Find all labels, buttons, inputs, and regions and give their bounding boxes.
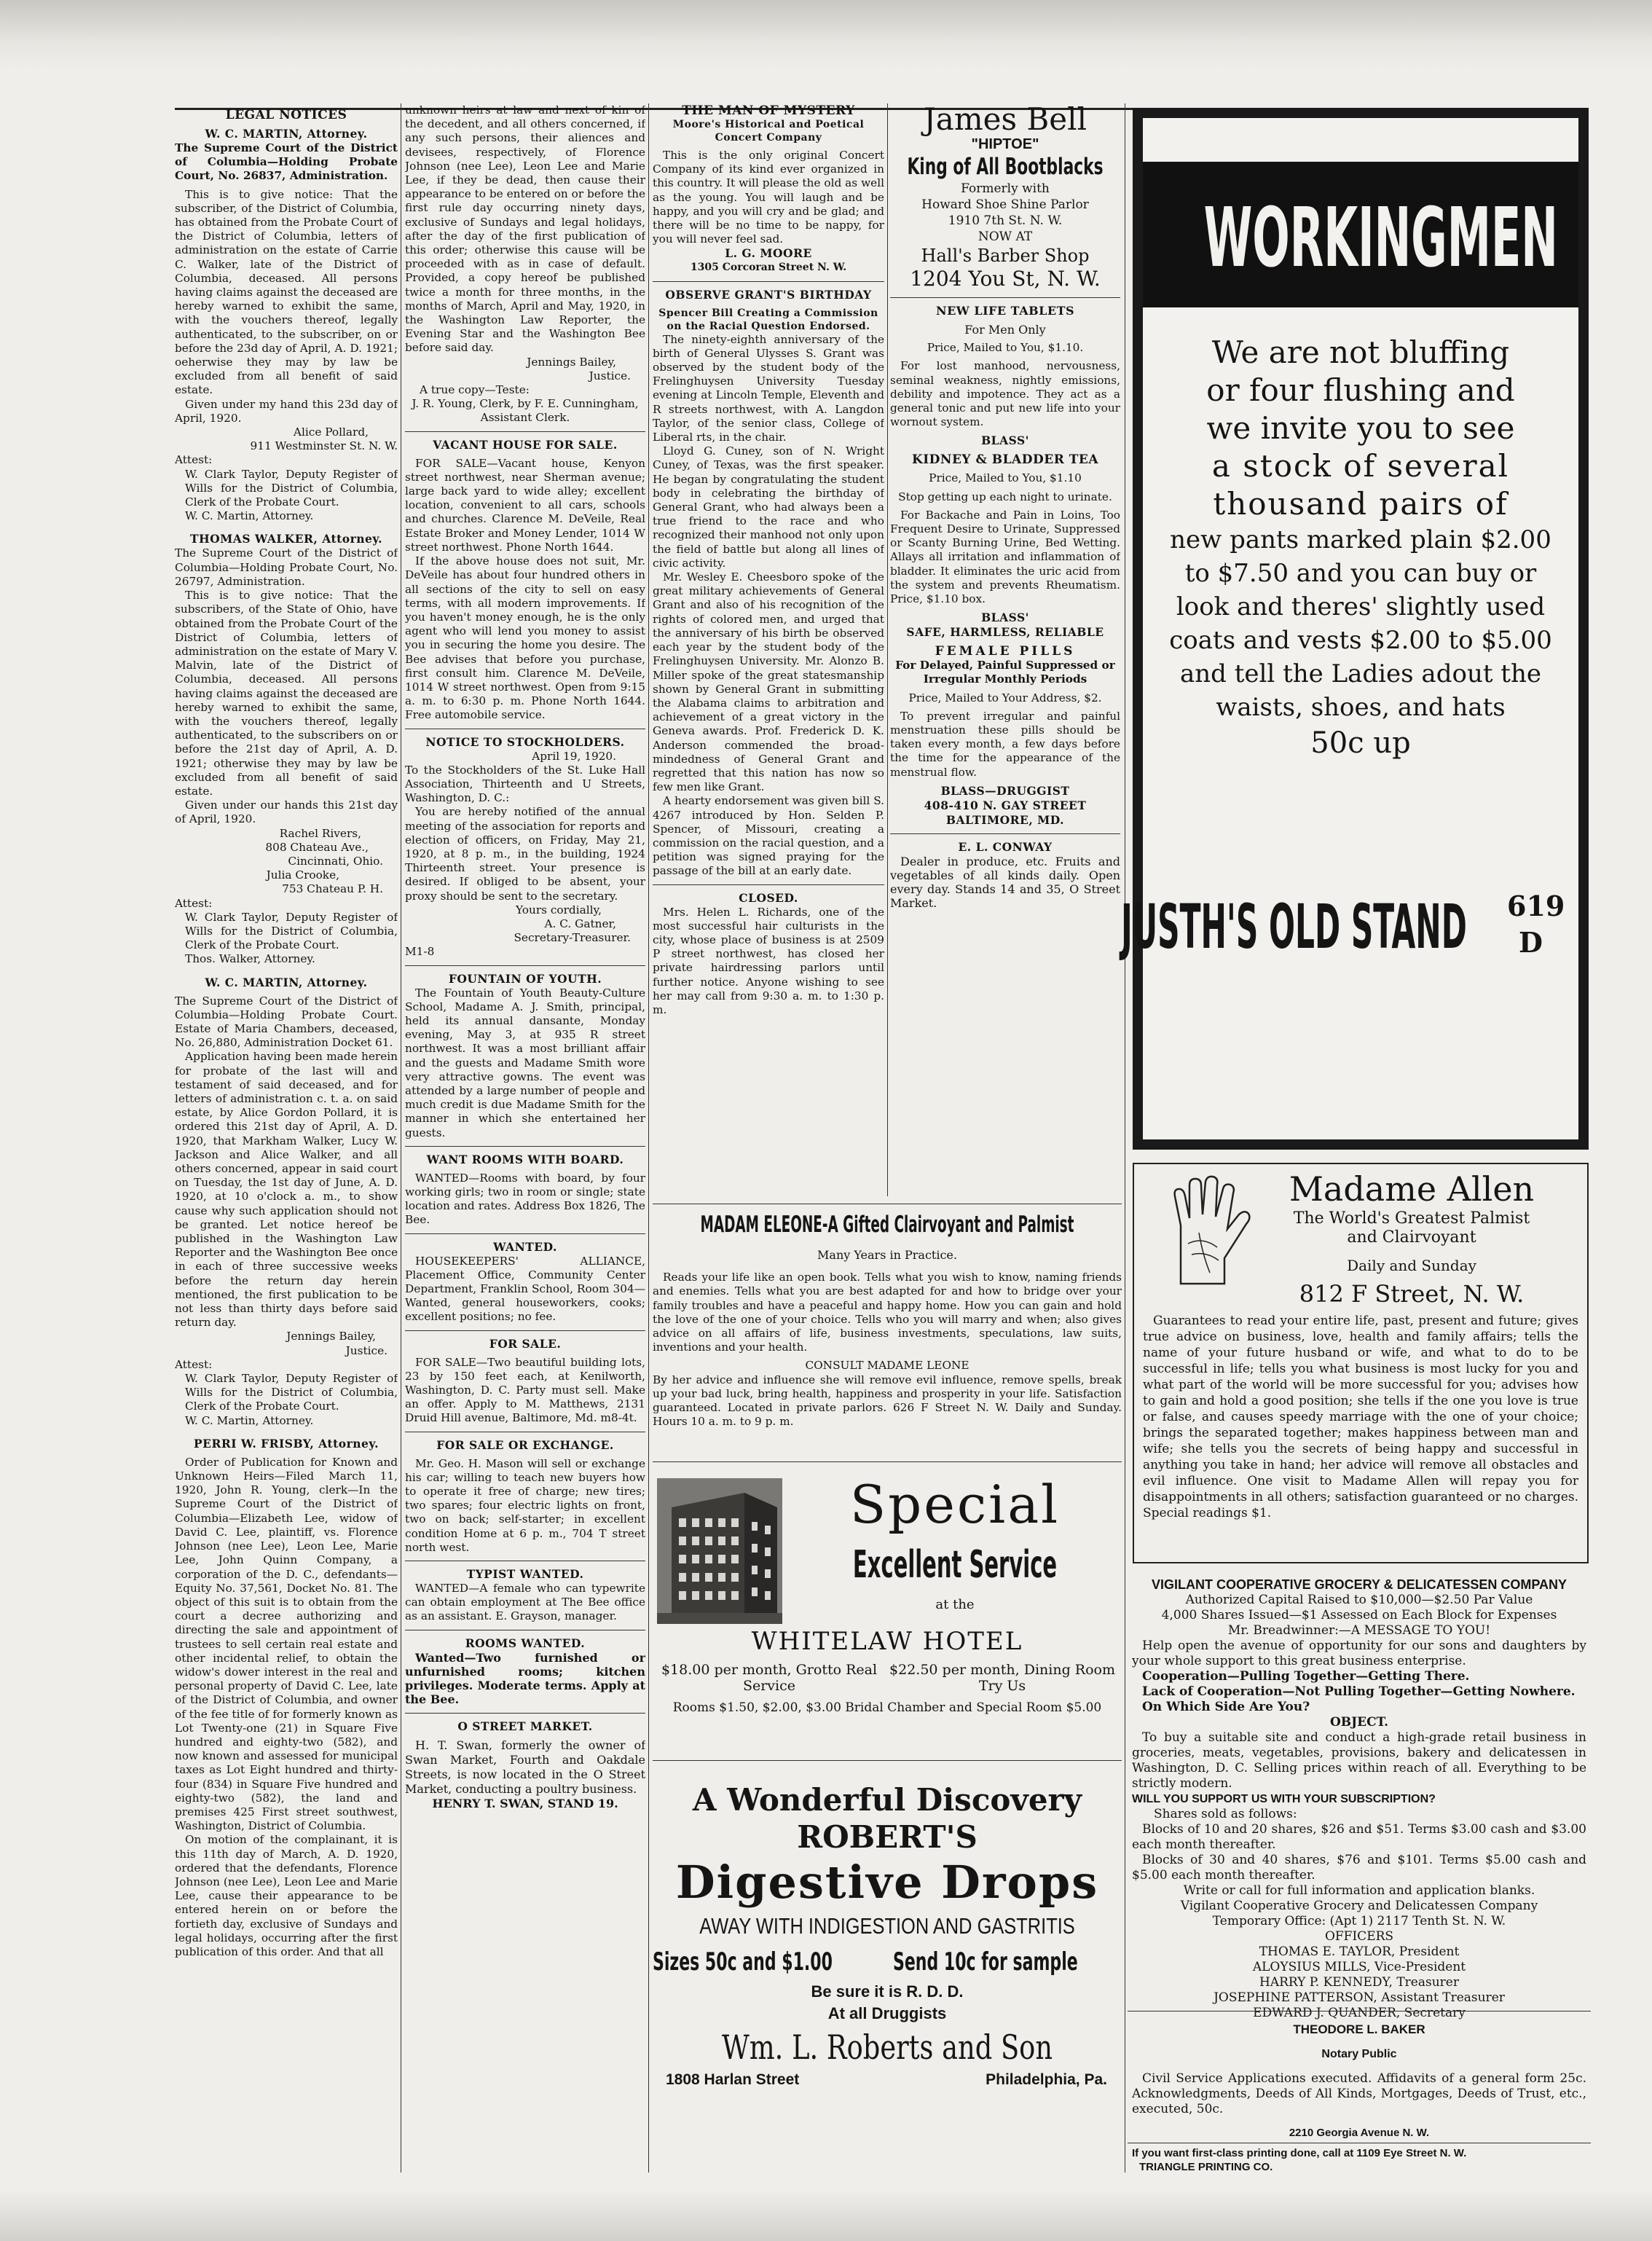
workingmen-line: 50c up xyxy=(1310,726,1411,760)
ad-tagline: Stop getting up each night to urinate. xyxy=(898,490,1112,503)
notice-attorney: THOMAS WALKER, Attorney. xyxy=(189,532,383,546)
notice-given: Given under our hands this 21st day of April, 1920. xyxy=(175,798,398,826)
notice-court: The Supreme Court of the District of Columbia—Holding Probate Court, No. 26837, Administration. xyxy=(175,141,398,183)
notice-attest: Attest: xyxy=(175,453,213,467)
workingmen-line: waists, shoes, and hats xyxy=(1216,693,1506,722)
notice-signer: Jennings Bailey, xyxy=(286,1330,376,1343)
notices-column-2 xyxy=(405,103,645,1810)
ad-heading: ROOMS WANTED. xyxy=(465,1636,586,1650)
page-top-edge xyxy=(0,0,1652,69)
workingmen-ad xyxy=(1121,108,1589,1150)
column-rule xyxy=(648,103,649,2173)
notice-attorney-sign: Thos. Walker, Attorney. xyxy=(185,952,315,966)
drops-address: 1808 Harlan Street xyxy=(666,2071,800,2088)
ad-body: You are hereby notified of the annual meeting of the association for reports and election of officers, on Friday, May 21, 1920, at 8 p. m., in the building, 1924 Thirteenth street. Your presence is desired. If obliged to be absent, your proxy should be sent to the secretary. xyxy=(405,805,645,903)
drops-be-sure: Be sure it is R. D. D. xyxy=(811,1982,964,2001)
workingmen-line: We are not bluffing xyxy=(1211,334,1510,370)
vigilant-lack: Lack of Cooperation—Not Pulling Together—Getting Nowhere. xyxy=(1142,1684,1576,1699)
signer-title: Secretary-Treasurer. xyxy=(514,931,631,945)
vigilant-office: Temporary Office: (Apt 1) 2117 Tenth St. N. W. xyxy=(1212,1914,1506,1928)
ad-heading: NOTICE TO STOCKHOLDERS. xyxy=(425,734,625,749)
vigilant-side: On Which Side Are You? xyxy=(1142,1700,1310,1714)
notice-body: This is to give notice: That the subscriber, of the District of Columbia, has obtained from the Probate Court of the District of Columbia, letters of administration on the estate of Carrie C. Walker, late of the District of Columbia, deceased. All persons having claims against the deceased are hereby warned to exhibit the same, with the vouchers thereof, legally authenticated, to the subscriber, on or before the 23d day of April, A. D. 1921; oeherwise they may by law be excluded from all benefit of said estate. xyxy=(175,187,398,397)
palm-hand-icon xyxy=(1166,1174,1254,1287)
ad-heading: E. L. CONWAY xyxy=(958,839,1053,854)
whitelaw-rate-grotto: $18.00 per month, Grotto Real Service xyxy=(661,1662,878,1694)
ad-body: For Backache and Pain in Loins, Too Frequent Desire to Urinate, Suppressed or Scanty Burning Urine, Bed Wetting. Allays all irritation and inflammation of bladder. It eliminates the uric acid from the system and prevents Rheumatism. Price, $1.10 box. xyxy=(890,508,1120,606)
whitelaw-hotel-name: WHITELAW HOTEL xyxy=(751,1627,1023,1656)
notice-signer-address: Cincinnati, Ohio. xyxy=(288,854,383,868)
allen-name: Madame Allen xyxy=(1289,1169,1535,1209)
ad-signer: L. G. MOORE xyxy=(725,246,812,261)
ad-body: WANTED—A female who can typewrite can obtain employment at The Bee office as an assistant. E. Grayson, manager. xyxy=(405,1582,645,1623)
vigilant-ad xyxy=(1128,1574,1591,2020)
madame-allen-ad xyxy=(1133,1163,1589,1563)
eleone-body: By her advice and influence she will remove evil influence, remove spells, break up your bad luck, bring health, happiness and prosperity in your life. Satisfaction guaranteed. Located in private parlors. 626 F Street N. W. Daily and Sunday. Hours 10 a. m. to 9 p. m. xyxy=(653,1373,1122,1429)
vigilant-block: Blocks of 10 and 20 shares, $26 and $51. Terms $3.00 cash and $3.00 each month thereafter. xyxy=(1132,1822,1586,1852)
ad-heading: FEMALE PILLS xyxy=(935,644,1076,659)
notice-court: The Supreme Court of the District of Columbia—Holding Probate Court, No. 26797, Administration. xyxy=(175,546,398,588)
notice-deputy: W. Clark Taylor, Deputy Register of Wills for the District of Columbia, Clerk of the Probate Court. xyxy=(185,467,398,509)
article-subheading: Spencer Bill Creating a Commission on the Racial Question Endorsed. xyxy=(658,307,878,332)
eleone-consult: CONSULT MADAME LEONE xyxy=(805,1359,969,1373)
vigilant-message: Mr. Breadwinner:—A MESSAGE TO YOU! xyxy=(1227,1623,1491,1638)
vigilant-officer: HARRY P. KENNEDY, Treasurer xyxy=(1259,1975,1459,1990)
vigilant-object: To buy a suitable site and conduct a high-grade retail business in groceries, meats, vegetables, provisions, bakery and delicatessen in Washington, D. C. Selling prices within reach of all. Everything to be strictly modern. xyxy=(1132,1730,1586,1791)
ad-heading: FOUNTAIN OF YOUTH. xyxy=(448,971,602,986)
whitelaw-rate-dining: $22.50 per month, Dining Room Try Us xyxy=(889,1662,1115,1694)
vigilant-coop: Cooperation—Pulling Together—Getting There. xyxy=(1142,1669,1470,1684)
ad-heading: FOR SALE OR EXCHANGE. xyxy=(436,1437,614,1452)
allen-hours: Daily and Sunday xyxy=(1347,1257,1476,1274)
ad-heading: FOR SALE. xyxy=(489,1336,562,1351)
workingmen-number: 619 xyxy=(1507,890,1565,922)
notice-signer: Rachel Rivers, xyxy=(279,826,361,840)
notice-continued: unknown heirs at law and next of kin of the decedent, and all others concerned, if any such persons, their aliences and devisees, respectively, of Florence Johnson (nee Lee), Leon Lee and Marie Lee, if they be dead, then cause their appearance to be entered on or before the first rule day occurring ninety days, exclusive of Sundays and legal holidays, after the day of the first publication of this order; otherwise this cause will be proceeded with as in case of default. Provided, a copy hereof be published twice a month for three months, in the months of March, April and May, 1920, in the Washington Law Reporter, the Evening Star and the Washington Bee before said day. xyxy=(405,103,645,355)
workingmen-line: look and theres' slightly used xyxy=(1176,592,1546,621)
ad-brand: BLASS' xyxy=(981,433,1029,448)
vigilant-officer: ALOYSIUS MILLS, Vice-President xyxy=(1252,1960,1466,1974)
workingmen-stand: JUSTH'S OLD STAND xyxy=(1121,891,1467,962)
drops-company: Wm. L. Roberts and Son xyxy=(721,2028,1053,2067)
vigilant-object-heading: OBJECT. xyxy=(1329,1715,1389,1730)
ad-body: WANTED—Rooms with board, by four working girls; two in room or single; state location and rates. Address Box 1826, The Bee. xyxy=(405,1171,645,1227)
vigilant-officer: THOMAS E. TAYLOR, President xyxy=(1259,1944,1460,1959)
bell-name: James Bell xyxy=(923,103,1087,137)
allen-subtitle: The World's Greatest Palmist xyxy=(1293,1209,1530,1228)
vigilant-title: VIGILANT COOPERATIVE GROCERY & DELICATESSEN COMPANY xyxy=(1151,1577,1568,1592)
baker-address: 2210 Georgia Avenue N. W. xyxy=(1289,2127,1430,2139)
ad-subheading: For Delayed, Painful Suppressed or Irregular Monthly Periods xyxy=(895,659,1115,686)
whitelaw-ad xyxy=(653,1469,1122,1761)
notice-given: Given under my hand this 23d day of April, 1920. xyxy=(175,397,398,425)
article-subheading: Moore's Historical and Poetical Concert Company xyxy=(672,119,865,144)
bell-former-place: Howard Shoe Shine Parlor xyxy=(921,197,1089,212)
ad-subheading: For Men Only xyxy=(964,323,1046,337)
drops-sizes: Sizes 50c and $1.00 xyxy=(653,1947,833,1977)
ad-city: BALTIMORE, MD. xyxy=(945,812,1065,827)
vigilant-sold: Shares sold as follows: xyxy=(1154,1807,1297,1821)
baker-title: Notary Public xyxy=(1321,2048,1397,2060)
drops-title: Digestive Drops xyxy=(675,1856,1099,1909)
ad-heading: NEW LIFE TABLETS xyxy=(935,304,1075,318)
ad-heading: WANTED. xyxy=(493,1239,557,1254)
article-heading: CLOSED. xyxy=(739,890,798,905)
vigilant-shares: 4,000 Shares Issued—$1 Assessed on Each Block for Expenses xyxy=(1161,1608,1557,1622)
article-body: The ninety-eighth anniversary of the birth of General Ulysses S. Grant was observed by the student body of the Frelinghuysen University Tuesday evening at Lincoln Temple, Eleventh and R streets northwest, with A. Langdon Taylor, of the senior class, College of Liberal rts, in the chair. xyxy=(653,332,884,444)
notice-attorney: W. C. MARTIN, Attorney. xyxy=(205,975,368,989)
whitelaw-rooms: Rooms $1.50, $2.00, $3.00 Bridal Chamber and Special Room $5.00 xyxy=(672,1700,1102,1715)
ad-heading: WANT ROOMS WITH BOARD. xyxy=(426,1152,624,1166)
section-heading: LEGAL NOTICES xyxy=(225,108,347,122)
notice-attorney-sign: W. C. Martin, Attorney. xyxy=(185,509,314,523)
ad-price: Price, Mailed to You, $1.10. xyxy=(927,341,1084,355)
workingmen-title: WORKINGMEN xyxy=(1203,191,1558,286)
article-body: Mr. Wesley E. Cheesboro spoke of the great military achievements of General Grant and also of his recognition of the rights of colored men, and urged that the anniversary of his birth be observed each year by the student body of the Frelinghuysen University. Mr. Alonzo B. Miller spoke of the great statesmanship shown by General Grant in submitting the Alabama claims to arbitration and achievement of a great victory in the Geneva awards. Prof. Frederick D. K. Anderson commended the broad-mindedness of General Grant and regretted that this nation has now so few men like Grant. xyxy=(653,570,884,794)
workingmen-line: we invite you to see xyxy=(1206,410,1515,446)
ad-price: Price, Mailed to Your Address, $2. xyxy=(908,691,1102,705)
drops-city: Philadelphia, Pa. xyxy=(986,2071,1107,2088)
vigilant-company: Vigilant Cooperative Grocery and Delicatessen Company xyxy=(1180,1899,1538,1913)
vigilant-officers-heading: OFFICERS xyxy=(1324,1929,1394,1944)
vigilant-block: Blocks of 30 and 40 shares, $76 and $101. Terms $5.00 cash and $5.00 each month thereafter. xyxy=(1132,1853,1586,1883)
bell-former-address: 1910 7th St. N. W. xyxy=(948,213,1063,228)
ad-body: Wanted—Two furnished or unfurnished rooms; kitchen privileges. Moderate terms. Apply at the Bee. xyxy=(405,1650,645,1707)
notice-justice: Justice. xyxy=(345,1343,388,1357)
notice-signer-address: 808 Chateau Ave., xyxy=(265,840,369,854)
allen-subtitle: and Clairvoyant xyxy=(1347,1228,1476,1247)
notice-date: April 19, 1920. xyxy=(532,749,616,763)
article-body: Mrs. Helen L. Richards, one of the most successful hair culturists in the city, whose place of business is at 2509 P street northwest, has closed her private hairdressing parlors until further notice. Anyone wishing to see her may call from 9:30 a. m. to 1:30 p. m. xyxy=(653,905,884,1016)
bell-title: King of All Bootblacks xyxy=(907,154,1104,180)
workingmen-line: new pants marked plain $2.00 xyxy=(1170,525,1551,554)
notice-body: Order of Publication for Known and Unknown Heirs—Filed March 11, 1920, John R. Young, clerk—In the Supreme Court of the District of Columbia—Elizabeth Lee, widow of David C. Lee, plaintiff, vs. Florence Johnson (nee Lee), Leon Lee, Marie Lee, John Quinn Company, a corporation of the D. C., defendants—Equity No. 37,561, Docket No. 81. The object of this suit is to obtain from the court a decree authorizing and directing the sale and appointment of trustees to sell certain real estate and other incidental relief, to obtain the widow's dower interest in the real and personal property of David C. Lee, late of the District of Columbia, and owner of the fee title of for formerly known as Lot Twenty-one (21) in Square Five hundred and eighty-two (582), and now known and assessed for municipal taxes as Lot Eight hundred and thirty-four (834) in Square Five hundred and eighty-two (582), the land and premises 425 First street southwest, Washington, District of Columbia. xyxy=(175,1455,398,1833)
drops-away: AWAY WITH INDIGESTION AND GASTRITIS xyxy=(699,1913,1075,1939)
eleone-title: MADAM ELEONE-A Gifted Clairvoyant and Palmist xyxy=(700,1212,1074,1238)
bell-formerly: Formerly with xyxy=(961,181,1050,196)
ad-body: Mr. Geo. H. Mason will sell or exchange his car; willing to teach new buyers how to operate it free of charge; new tires; two spares; four electric lights on front, two on back; self-starter; in excellent condition Home at 6 p. m., 704 T street north west. xyxy=(405,1456,645,1554)
article-heading: THE MAN OF MYSTERY xyxy=(682,103,855,118)
notice-body: This is to give notice: That the subscribers, of the State of Ohio, have obtained from the Probate Court of the District of Columbia, letters of administration on the estate of Mary V. Malvin, late of the District of Columbia, deceased. All persons having claims against the deceased are hereby warned to exhibit the same, with the vouchers thereof, legally authenticated, to the subscribers on or before the 21st day of April, A. D. 1921; otherwise they may by law be excluded from all benefit of said estate. xyxy=(175,589,398,798)
ad-price: Price, Mailed to You, $1.10 xyxy=(929,471,1082,485)
ad-heading: TYPIST WANTED. xyxy=(466,1567,584,1582)
clerk: J. R. Young, Clerk, by F. E. Cunningham, Assistant Clerk. xyxy=(412,397,639,425)
legal-notices-column xyxy=(175,103,398,1959)
notice-attorney: PERRI W. FRISBY, Attorney. xyxy=(193,1436,379,1451)
workingmen-line: or four flushing and xyxy=(1206,372,1515,408)
ad-heading: KIDNEY & BLADDER TEA xyxy=(911,452,1099,468)
ad-body: FOR SALE—Two beautiful building lots, 23 by 150 feet each, at Kenilworth, Washington, D. C. Party must sell. Make an offer. Apply to M. Matthews, 2131 Druid Hill avenue, Baltimore, Md. m8-4t. xyxy=(405,1355,645,1425)
eleone-subheading: Many Years in Practice. xyxy=(817,1248,957,1262)
notice-justice: Justice. xyxy=(589,369,631,382)
bell-current-address: 1204 You St, N. W. xyxy=(910,267,1101,291)
workingmen-line: coats and vests $2.00 to $5.00 xyxy=(1169,626,1552,655)
ad-body: HOUSEKEEPERS' ALLIANCE, Placement Office, Community Center Department, Franklin School, Room 304—Wanted, general houseworkers, cooks; excellent positions; no fee. xyxy=(405,1254,645,1324)
ad-body: The Fountain of Youth Beauty-Culture School, Madame A. J. Smith, principal, held its annual dansante, Monday evening, May 3, at 935 R street northwest. It was a most brilliant affair and the guests and Madame Smith wore very attractive gowns. The event was attended by a large number of people and much credit is due Madame Smith for the manner in which she entertained her guests. xyxy=(405,986,645,1139)
ad-tagline: SAFE, HARMLESS, RELIABLE xyxy=(906,625,1104,640)
notice-body: Application having been made herein for probate of the last will and testament of said deceased, and for letters of administration c. t. a. on said estate, by Alice Gordon Pollard, it is ordered this 21st day of April, A. D. 1920, that Markham Walker, Lucy W. Jackson and Alice Walker, and all others concerned, appear in said court on Tuesday, the 1st day of June, A. D. 1920, at 10 o'clock a. m., to show cause why such application should not be granted. Let notice hereof be published in the Washington Law Reporter and the Washington Bee once in each of three successive weeks before the return day herein mentioned, the first publication to be not less than thirty days before said return day. xyxy=(175,1050,398,1330)
ad-body: For lost manhood, nervousness, seminal weakness, nightly emissions, debility and impotence. They act as a general tonic and put new life into your wornout system. xyxy=(890,359,1120,429)
triangle-ad xyxy=(1128,2145,1591,2180)
vigilant-officer: EDWARD J. QUANDER, Secretary xyxy=(1253,2006,1466,2020)
notice-signer-address: 753 Chateau P. H. xyxy=(282,882,383,896)
ad-body: Dealer in produce, etc. Fruits and vegetables of all kinds daily. Open every day. Stands 14 and 35, O Street Market. xyxy=(890,854,1120,911)
drops-wonder: A Wonderful Discovery xyxy=(692,1782,1082,1818)
notice-signer-address: 911 Westminster St. N. W. xyxy=(250,439,398,453)
notice-deputy: W. Clark Taylor, Deputy Register of Wills for the District of Columbia, Clerk of the Probate Court. xyxy=(185,910,398,952)
vigilant-officer: JOSEPHINE PATTERSON, Assistant Treasurer xyxy=(1214,1990,1505,2005)
whitelaw-special: Special xyxy=(849,1474,1061,1535)
workingmen-line: thousand pairs of xyxy=(1213,486,1509,522)
workingmen-d: D xyxy=(1519,926,1543,959)
vigilant-question: WILL YOU SUPPORT US WITH YOUR SUBSCRIPTION? xyxy=(1132,1793,1436,1805)
notice-signer: Julia Crooke, xyxy=(266,868,339,882)
drops-send: Send 10c for sample xyxy=(893,1947,1078,1977)
digestive-drops-ad xyxy=(653,1767,1122,2175)
notice-body: On motion of the complainant, it is this 11th day of March, A. D. 1920, ordered that the defendants, Florence Johnson (nee Lee), Leon Lee and Marie Lee, cause their appearance to be entered herein on or before the fortieth day, exclusive of Sundays and legal holidays, occurring after the first publication of this order. And that all xyxy=(175,1833,398,1958)
allen-body: Guarantees to read your entire life, past, present and future; gives true advice on business, love, health and family affairs; tells the name of your future husband or wife, and what to do to be successful in life; tells you what business is most lucky for you and what part of the world will be more successful for you; advises how to gain and hold a good position; she tells if the one you love is true or false, and causes speedy marriage with the one of your choice; brings the separated together; makes happiness between man and wife; she tells you the secrets of being happy and successful in anything you take in hand; her advice will remove all obstacles and evil influence. One visit to Madame Allen will repay you for disappointments in all others; satisfaction guaranteed or no charges. Special readings $1. xyxy=(1143,1314,1578,1520)
page-bottom-edge xyxy=(0,2190,1652,2241)
ad-heading: VACANT HOUSE FOR SALE. xyxy=(433,437,618,452)
article-body: This is the only original Concert Company of its kind ever organized in this country. It will please the old as well as the young. You will laugh and be happy, and you will cry and be glad; and there will be no time to be nappy, for you will never feel sad. xyxy=(653,149,884,246)
notice-attest: Attest: xyxy=(175,1357,213,1371)
bell-now: NOW AT xyxy=(978,229,1033,244)
signer: A. C. Gatner, xyxy=(544,917,616,930)
triangle-company: TRIANGLE PRINTING CO. xyxy=(1139,2161,1273,2173)
workingmen-line: and tell the Ladies adout the xyxy=(1180,659,1541,688)
column-rule xyxy=(887,103,888,1196)
workingmen-line: to $7.50 and you can buy or xyxy=(1184,559,1537,588)
ad-brand: BLASS' xyxy=(981,611,1029,625)
allen-address: 812 F Street, N. W. xyxy=(1299,1280,1525,1308)
closing: Yours cordially, xyxy=(515,903,602,917)
ads-column-4 xyxy=(890,103,1120,911)
vigilant-help: Help open the avenue of opportunity for our sons and daughters by your whole support to this great business enterprise. xyxy=(1132,1638,1586,1668)
vigilant-write: Write or call for full information and application blanks. xyxy=(1183,1883,1535,1898)
ad-heading: O STREET MARKET. xyxy=(457,1719,593,1733)
vigilant-capital: Authorized Capital Raised to $10,000—$2.50 Par Value xyxy=(1185,1593,1533,1607)
eleone-ad xyxy=(653,1204,1122,1462)
ad-address: 1305 Corcoran Street N. W. xyxy=(690,262,847,274)
whitelaw-at: at the xyxy=(935,1597,975,1612)
notice-attorney-sign: W. C. Martin, Attorney. xyxy=(185,1413,314,1427)
drops-brand: ROBERT'S xyxy=(797,1819,978,1855)
news-column-3 xyxy=(653,103,884,1017)
ad-signer: BLASS—DRUGGIST xyxy=(940,783,1070,798)
ad-code: M1-8 xyxy=(405,945,435,959)
bell-nickname: "HIPTOE" xyxy=(971,136,1039,152)
article-body: Lloyd G. Cuney, son of N. Wright Cuney, of Texas, was the first speaker. He began by congratulating the student body in celebrating the birthday of General Grant, who had always been a true friend to the race and who recognized their manhood not only upon the field of battle but along all lines of civic activity. xyxy=(653,444,884,570)
notice-attorney: W. C. MARTIN, Attorney. xyxy=(205,127,368,141)
drops-druggists: At all Druggists xyxy=(827,2004,947,2022)
baker-name: THEODORE L. BAKER xyxy=(1293,2022,1425,2036)
ad-body: FOR SALE—Vacant house, Kenyon street northwest, near Sherman avenue; large back yard to wide alley; excellent location, convenient to all cars, schools and churches. Clarence M. DeVeile, Real Estate Broker and Money Lender, 1014 W street northwest. Phone North 1644. xyxy=(405,456,645,554)
hotel-building-image xyxy=(657,1478,782,1624)
notice-attest: Attest: xyxy=(175,896,213,910)
notice-signer: Alice Pollard, xyxy=(293,425,369,439)
ad-body: To prevent irregular and painful menstruation these pills should be taken every month, a few days before the time for the appearance of the menstrual flow. xyxy=(890,709,1120,779)
ad-body: To the Stockholders of the St. Luke Hall Association, Thirteenth and U Streets, Washington, D. C.: xyxy=(405,763,645,805)
ad-body: If the above house does not suit, Mr. DeVeile has about four hundred others in all sections of the city to sell on easy terms, with all modern improvements. If you haven't money enough, he is the only agent who will lend you money to assist you in securing the home you desire. The Bee advises that before you purchase, first consult him. Clarence M. DeVeile, 1014 W street northwest. Open from 9:15 a. m. to 6:30 p. m. Phone North 1644. Free automobile service. xyxy=(405,554,645,722)
notice-signer: Jennings Bailey, xyxy=(527,355,616,369)
article-heading: OBSERVE GRANT'S BIRTHDAY xyxy=(665,287,872,302)
ad-address: 408-410 N. GAY STREET xyxy=(924,798,1087,812)
ad-body: H. T. Swan, formerly the owner of Swan Market, Fourth and Oakdale Streets, is now located in the O Street Market, conducting a poultry business. xyxy=(405,1738,645,1796)
article-body: A hearty endorsement was given bill S. 4267 introduced by Hon. Selden P. Spencer, of Missouri, creating a commission on the racial question, and a petition was signed praying for the passage of the bill at an early date. xyxy=(653,794,884,878)
whitelaw-excellent: Excellent Service xyxy=(852,1543,1058,1587)
triangle-line: If you want first-class printing done, call at 1109 Eye Street N. W. xyxy=(1132,2147,1467,2159)
bell-current-place: Hall's Barber Shop xyxy=(921,246,1090,266)
notice-deputy: W. Clark Taylor, Deputy Register of Wills for the District of Columbia, Clerk of the Probate Court. xyxy=(185,1372,398,1413)
ad-signer: HENRY T. SWAN, STAND 19. xyxy=(432,1796,618,1810)
baker-body: Civil Service Applications executed. Affidavits of a general form 25c. Acknowledgments, Deeds of All Kinds, Mortgages, Deeds of Trust, etc., executed, 50c. xyxy=(1132,2071,1586,2116)
eleone-body: Reads your life like an open book. Tells what you wish to know, naming friends and enemies. Tells what you are best adapted for and how to bridge over your family troubles and have a peaceful and happy home. How you can gain and hold the love of the one of your choice. Tells who you will marry and when; also gives advice on all affairs of life, business investments, speculations, law suits, inventions and your health. xyxy=(653,1271,1122,1354)
baker-ad xyxy=(1128,2011,1591,2143)
true-copy: A true copy—Teste: xyxy=(420,383,530,397)
workingmen-line: a stock of several xyxy=(1211,448,1510,484)
notice-body: The Supreme Court of the District of Columbia—Holding Probate Court. Estate of Maria Chambers, deceased, No. 26,880, Administration Docket 61. xyxy=(175,994,398,1050)
